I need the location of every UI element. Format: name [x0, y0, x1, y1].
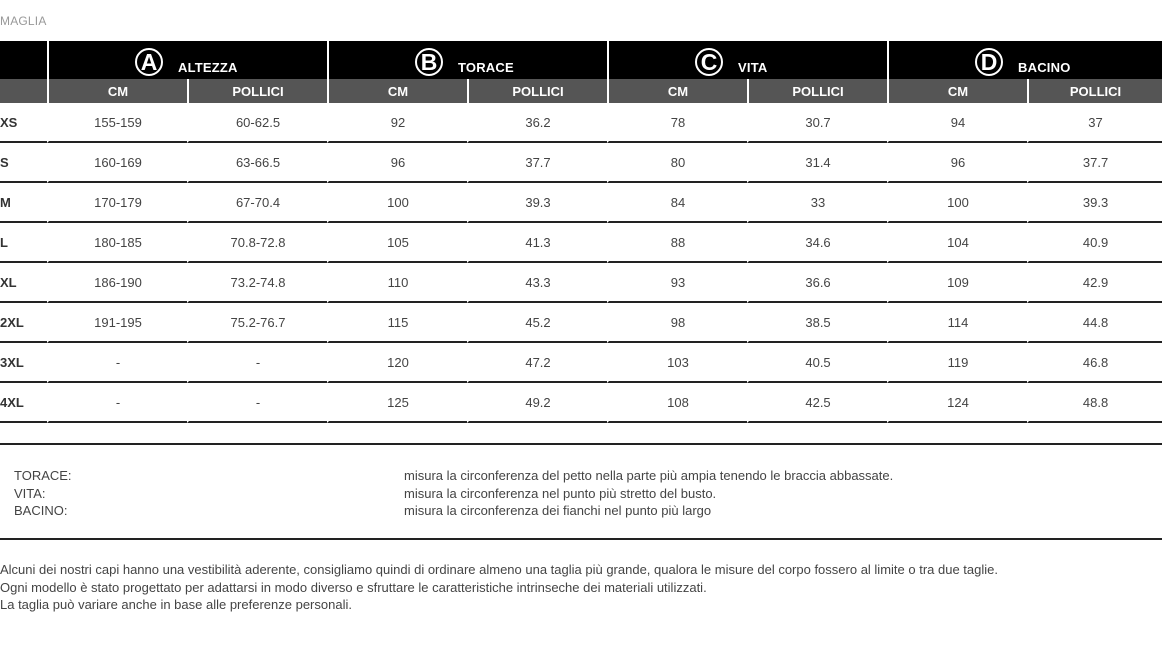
- letter-b-circle-icon: B: [415, 48, 443, 76]
- table-row: [0, 183, 1162, 223]
- note-desc: misura la circonferenza nel punto più stretto del busto.: [404, 485, 717, 501]
- measure-cell: 49.2: [467, 383, 607, 423]
- group-header-torace: [327, 41, 607, 79]
- measure-cell: 41.3: [467, 223, 607, 263]
- size-label: M: [0, 183, 47, 223]
- note-term: VITA:: [14, 485, 46, 501]
- measure-cell: 104: [887, 223, 1027, 263]
- measure-cell: 84: [607, 183, 747, 223]
- measure-cell: 39.3: [467, 183, 607, 223]
- header-corner: [0, 41, 47, 79]
- table-row: [0, 303, 1162, 343]
- measure-cell: 108: [607, 383, 747, 423]
- measure-cell: 186-190: [47, 263, 187, 303]
- group-header-bacino: [887, 41, 1162, 79]
- measure-cell: 42.5: [747, 383, 887, 423]
- measure-cell: 119: [887, 343, 1027, 383]
- unit-header-in: POLLICI: [1027, 79, 1162, 103]
- group-header-vita: [607, 41, 887, 79]
- measure-cell: 93: [607, 263, 747, 303]
- measure-cell: 100: [327, 183, 467, 223]
- measure-cell: 45.2: [467, 303, 607, 343]
- size-chart-table: [0, 41, 1162, 423]
- measure-cell: 124: [887, 383, 1027, 423]
- measure-cell: 98: [607, 303, 747, 343]
- measure-cell: 96: [887, 143, 1027, 183]
- measure-cell: 47.2: [467, 343, 607, 383]
- measure-cell: 80: [607, 143, 747, 183]
- table-row: [0, 383, 1162, 423]
- size-label: XL: [0, 263, 47, 303]
- table-row: [0, 223, 1162, 263]
- measure-cell: 43.3: [467, 263, 607, 303]
- measure-cell: 37.7: [1027, 143, 1162, 183]
- measure-cell: 94: [887, 103, 1027, 143]
- measure-cell: 42.9: [1027, 263, 1162, 303]
- page-title: MAGLIA: [0, 14, 47, 28]
- size-label: S: [0, 143, 47, 183]
- measure-cell: 92: [327, 103, 467, 143]
- size-label: XS: [0, 103, 47, 143]
- note-desc: misura la circonferenza del petto nella parte più ampia tenendo le braccia abbassate.: [404, 468, 894, 483]
- footer-text: [0, 561, 998, 614]
- note-term: TORACE:: [14, 468, 72, 483]
- group-label: TORACE: [458, 60, 514, 75]
- measure-cell: 46.8: [1027, 343, 1162, 383]
- group-header-altezza: [47, 41, 327, 79]
- measure-cell: 109: [887, 263, 1027, 303]
- measure-cell: 110: [327, 263, 467, 303]
- letter-c-circle-icon: C: [695, 48, 723, 76]
- measure-cell: 33: [747, 183, 887, 223]
- footer-line: Alcuni dei nostri capi hanno una vestibilità aderente, consigliamo quindi di ordinare almeno una taglia più grande, qualora le misure del corpo fossero al limite o tra due taglie.: [0, 562, 998, 577]
- measure-cell: 40.5: [747, 343, 887, 383]
- footer-line: Ogni modello è stato progettato per adattarsi in modo diverso e sfruttare le caratteristiche intrinseche dei materiali utilizzati.: [0, 579, 707, 595]
- note-term: BACINO:: [14, 503, 68, 518]
- measure-cell: -: [187, 383, 327, 423]
- table-row: [0, 143, 1162, 183]
- divider: [0, 443, 1162, 445]
- measure-cell: 103: [607, 343, 747, 383]
- measure-cell: 40.9: [1027, 223, 1162, 263]
- unit-header-cm: CM: [607, 79, 747, 103]
- measure-cell: 36.6: [747, 263, 887, 303]
- measure-cell: 120: [327, 343, 467, 383]
- measure-cell: 36.2: [467, 103, 607, 143]
- group-label: VITA: [738, 60, 768, 75]
- measure-cell: 105: [327, 223, 467, 263]
- measure-cell: 73.2-74.8: [187, 263, 327, 303]
- measure-cell: 31.4: [747, 143, 887, 183]
- group-header-row: [0, 41, 1162, 79]
- measure-cell: 63-66.5: [187, 143, 327, 183]
- measure-cell: 78: [607, 103, 747, 143]
- measure-cell: 34.6: [747, 223, 887, 263]
- table-row: [0, 343, 1162, 383]
- unit-header-cm: CM: [327, 79, 467, 103]
- table-row: [0, 263, 1162, 303]
- footer-line: La taglia può variare anche in base alle preferenze personali.: [0, 597, 352, 612]
- letter-d-circle-icon: D: [975, 48, 1003, 76]
- size-label: 2XL: [0, 303, 47, 343]
- unit-header-in: POLLICI: [467, 79, 607, 103]
- unit-header-in: POLLICI: [187, 79, 327, 103]
- measure-cell: 160-169: [47, 143, 187, 183]
- note-vita: [14, 485, 893, 503]
- note-torace: [14, 467, 893, 485]
- unit-header-cm: CM: [47, 79, 187, 103]
- divider: [0, 538, 1162, 540]
- measure-cell: 39.3: [1027, 183, 1162, 223]
- measure-cell: -: [47, 343, 187, 383]
- measure-cell: 125: [327, 383, 467, 423]
- measure-cell: -: [47, 383, 187, 423]
- unit-header-cm: CM: [887, 79, 1027, 103]
- measure-cell: 180-185: [47, 223, 187, 263]
- measure-cell: 37.7: [467, 143, 607, 183]
- unit-header-corner: [0, 79, 47, 103]
- unit-header-row: [0, 79, 1162, 103]
- unit-header-in: POLLICI: [747, 79, 887, 103]
- measure-cell: 155-159: [47, 103, 187, 143]
- measure-cell: 60-62.5: [187, 103, 327, 143]
- table-row: [0, 103, 1162, 143]
- measure-cell: 100: [887, 183, 1027, 223]
- measure-cell: 44.8: [1027, 303, 1162, 343]
- measure-cell: 75.2-76.7: [187, 303, 327, 343]
- size-rows: [0, 103, 1162, 423]
- measurement-notes: [14, 467, 893, 520]
- measure-cell: 170-179: [47, 183, 187, 223]
- note-desc: misura la circonferenza dei fianchi nel punto più largo: [404, 503, 712, 518]
- measure-cell: 67-70.4: [187, 183, 327, 223]
- measure-cell: 37: [1027, 103, 1162, 143]
- measure-cell: 48.8: [1027, 383, 1162, 423]
- note-bacino: [14, 502, 893, 520]
- measure-cell: 96: [327, 143, 467, 183]
- size-label: 4XL: [0, 383, 47, 423]
- letter-a-circle-icon: A: [135, 48, 163, 76]
- measure-cell: 114: [887, 303, 1027, 343]
- size-label: L: [0, 223, 47, 263]
- measure-cell: 88: [607, 223, 747, 263]
- measure-cell: 191-195: [47, 303, 187, 343]
- measure-cell: -: [187, 343, 327, 383]
- measure-cell: 70.8-72.8: [187, 223, 327, 263]
- group-label: BACINO: [1018, 60, 1071, 75]
- size-label: 3XL: [0, 343, 47, 383]
- measure-cell: 115: [327, 303, 467, 343]
- measure-cell: 30.7: [747, 103, 887, 143]
- measure-cell: 38.5: [747, 303, 887, 343]
- group-label: ALTEZZA: [178, 60, 238, 75]
